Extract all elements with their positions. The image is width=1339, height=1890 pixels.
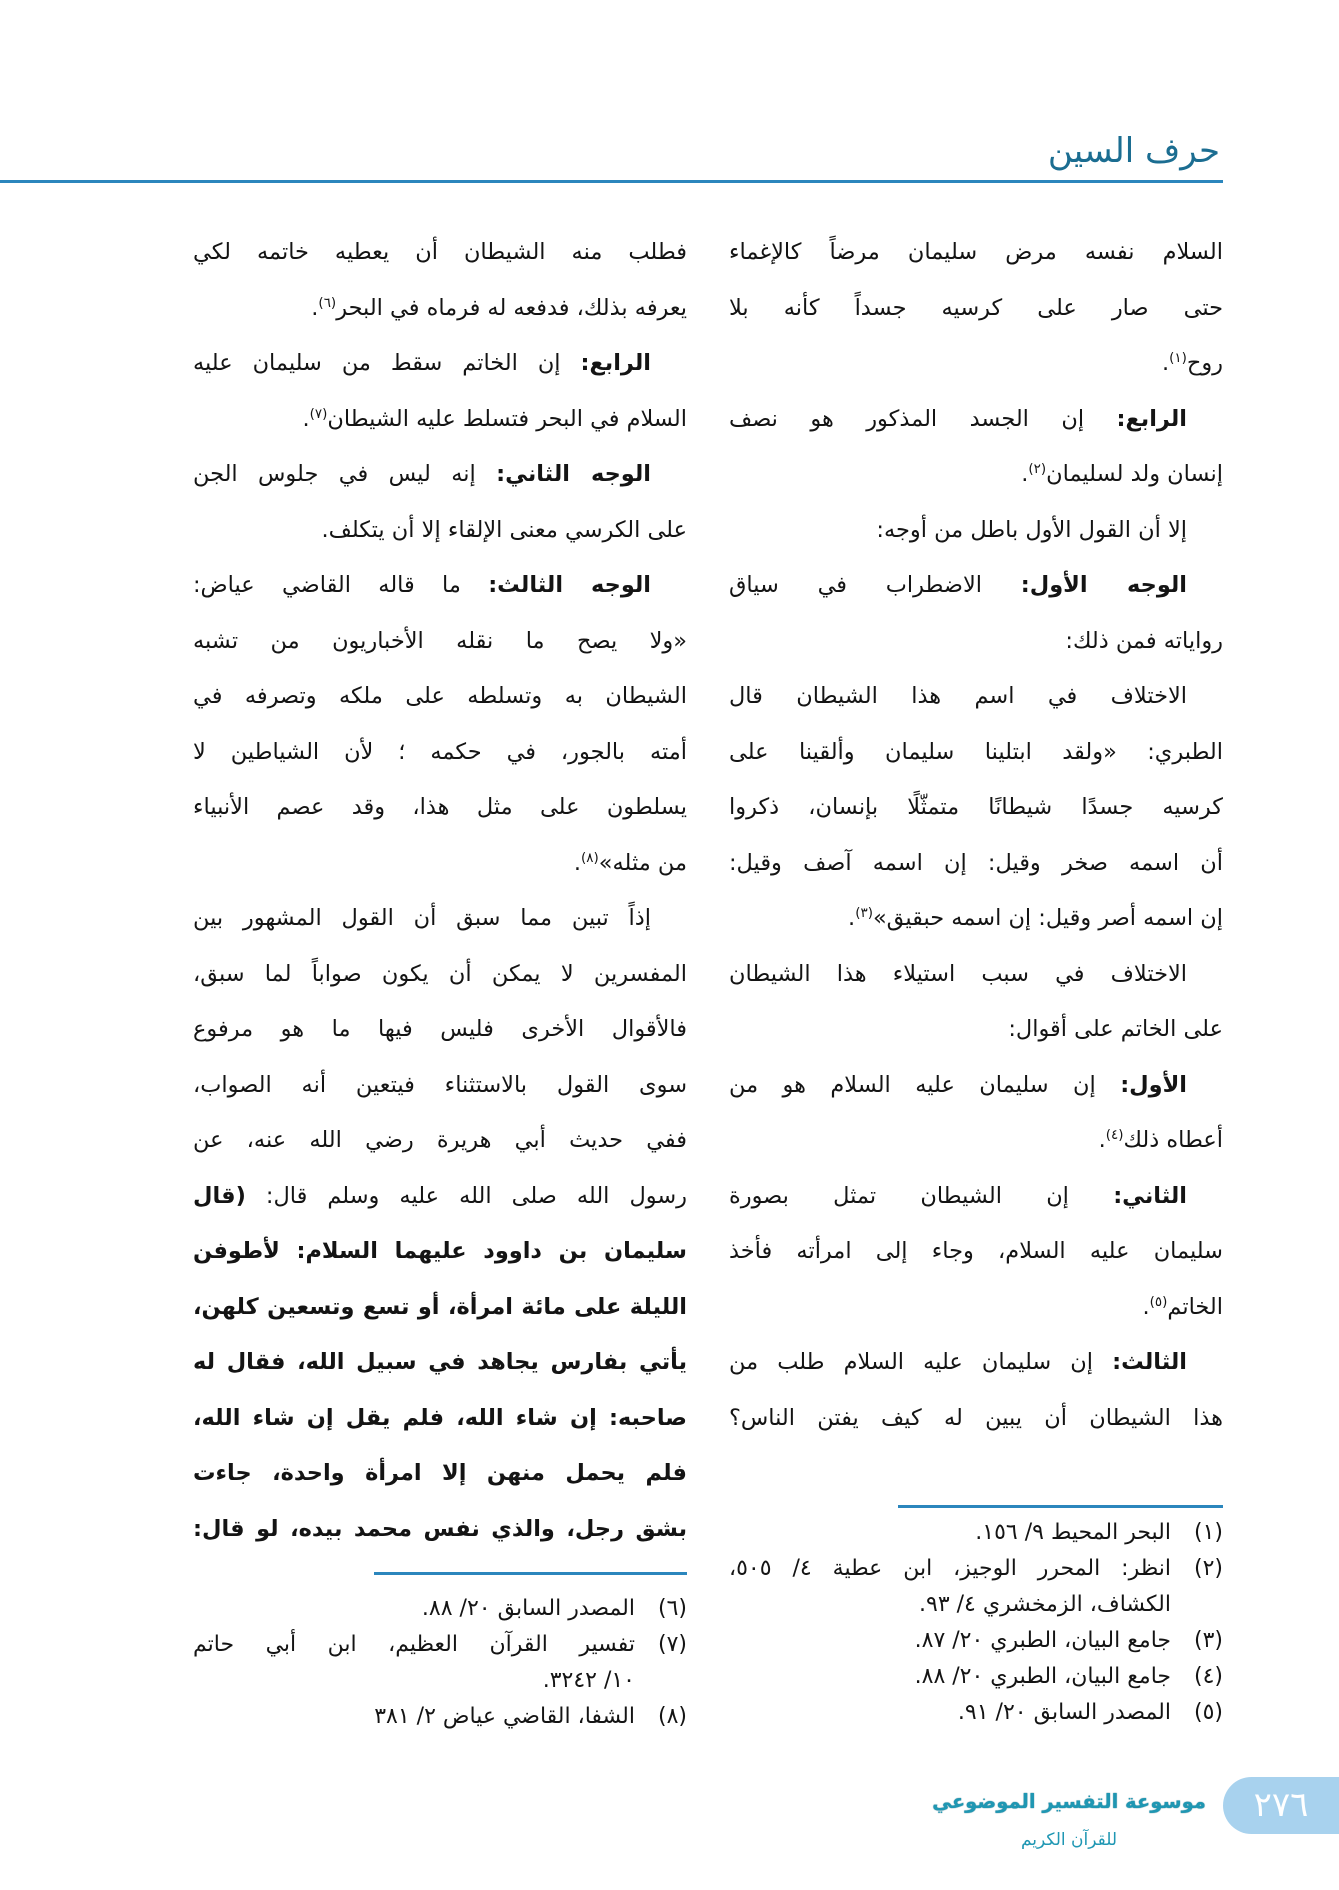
line-text: سوى القول بالاستثناء فيتعين أنه الصواب، [193, 1071, 687, 1098]
line-text: إن سليمان عليه السلام هو من [729, 1071, 1096, 1098]
text-line [729, 225, 1223, 281]
page-number-badge [1223, 1777, 1339, 1834]
footnote-ref: (٨) [581, 849, 599, 866]
hadith-text: فلم يحمل منهن إلا امرأة واحدة، جاءت [193, 1460, 687, 1486]
footnote-number: (٤) [1193, 1664, 1223, 1689]
line-text: فطلب منه الشيطان أن يعطيه خاتمه لكي [193, 239, 687, 265]
line-text: فالأقوال الأخرى فليس فيها ما هو مرفوع [193, 1016, 687, 1042]
bold-label: الثالث: [1112, 1349, 1187, 1375]
hadith-text: الليلة على مائة امرأة، أو تسع وتسعين كلهن، [193, 1293, 687, 1320]
text-line [193, 1058, 687, 1114]
footnote-number: (٦) [657, 1596, 687, 1621]
footnote-text: المصدر السابق ٢٠/ ٩١. [957, 1700, 1171, 1725]
footnotes-right [729, 1515, 1223, 1731]
line-text: حتى صار على كرسيه جسداً كأنه بلا [729, 294, 1223, 321]
bold-label: الوجه الثاني: [496, 461, 651, 487]
hadith-text: سليمان بن داوود عليهما السلام: لأطوفن [193, 1238, 687, 1264]
logo-title: موسوعة التفسير الموضوعي [932, 1790, 1206, 1813]
line-text: إن الخاتم سقط من سليمان عليه [193, 350, 561, 376]
bold-label: الرابع: [1116, 405, 1187, 432]
footnote-ref: (١) [1169, 349, 1187, 366]
footnote [193, 1627, 687, 1663]
text-line [193, 1002, 687, 1058]
hadith-text: يأتي بفارس يجاهد في سبيل الله، فقال له [193, 1349, 687, 1375]
text-line [193, 780, 687, 836]
line-text: من مثله» [598, 849, 687, 876]
footnote-ref: (٧) [309, 405, 328, 422]
line-text: إذاً تبين مما سبق أن القول المشهور بين [193, 905, 651, 931]
text-line [729, 1280, 1223, 1336]
column-left [193, 225, 687, 1557]
logo-subtitle: للقرآن الكريم [1020, 1830, 1118, 1850]
text-line [729, 1391, 1223, 1447]
text-line [193, 447, 687, 503]
text-line [193, 669, 687, 725]
text-line [729, 1113, 1223, 1169]
hadith-text: بشق رجل، والذي نفس محمد بيده، لو قال: [193, 1515, 687, 1542]
line-text: «ولا يصح ما نقله الأخباريون من تشبه [193, 627, 687, 654]
text-line [193, 336, 687, 392]
line-text: يسلطون على مثل هذا، وقد عصم الأنبياء [193, 794, 687, 820]
line-text: كرسيه جسدًا شيطانًا متمثّلًا بإنسان، ذكروا [729, 794, 1223, 820]
text-line [193, 1113, 687, 1169]
text-line [729, 1002, 1223, 1058]
line-punctuation: . [1161, 350, 1170, 376]
text-line [729, 669, 1223, 725]
footnote-text: جامع البيان، الطبري ٢٠/ ٨٨. [914, 1664, 1171, 1689]
bold-label: الأول: [1120, 1071, 1187, 1098]
text-line [729, 1224, 1223, 1280]
text-line [193, 891, 687, 947]
line-punctuation: . [311, 294, 319, 321]
footnote-number: (٢) [1194, 1556, 1224, 1581]
bold-label: الوجه الثالث: [488, 572, 651, 598]
footnote-number: (٧) [657, 1632, 687, 1657]
footnotes-left [193, 1591, 687, 1735]
footnote-number: (١) [1193, 1520, 1223, 1545]
line-text: إن اسمه أصر وقيل: إن اسمه حبقيق» [872, 905, 1223, 931]
text-line [729, 558, 1223, 614]
text-line [729, 780, 1223, 836]
line-text: إنه ليس في جلوس الجن [193, 461, 476, 487]
footnote-text: الشفا، القاضي عياض ٢/ ٣٨١ [374, 1704, 635, 1729]
text-line [729, 614, 1223, 670]
footnote [193, 1591, 687, 1627]
hadith-start: (قال [193, 1182, 246, 1209]
footnote [729, 1515, 1223, 1551]
line-text: سليمان عليه السلام، وجاء إلى امرأته فأخذ [729, 1238, 1223, 1264]
text-line [193, 392, 687, 448]
footnote-continuation [729, 1587, 1223, 1623]
line-punctuation: . [573, 849, 582, 876]
footnote-ref: (٢) [1028, 460, 1047, 477]
line-text: رواياته فمن ذلك: [1065, 627, 1223, 654]
footnote [193, 1699, 687, 1735]
footnote-ref: (٦) [318, 294, 337, 311]
footnote [729, 1659, 1223, 1695]
footnote-continuation [193, 1663, 687, 1699]
text-line [729, 947, 1223, 1003]
footnote-ref: (٤) [1105, 1126, 1124, 1143]
footnote-text: المصدر السابق ٢٠/ ٨٨. [421, 1596, 635, 1621]
footnote-rule [898, 1505, 1223, 1508]
text-line [729, 336, 1223, 392]
hadith-line [193, 1335, 687, 1391]
line-text: الطبري: «ولقد ابتلينا سليمان وألقينا على [729, 738, 1223, 765]
line-text: السلام في البحر فتسلط عليه الشيطان [327, 405, 687, 432]
line-text: إن سليمان عليه السلام طلب من [729, 1349, 1094, 1375]
footnote [729, 1551, 1223, 1587]
line-text: الشيطان به وتسلطه على ملكه وتصرفه في [193, 683, 687, 709]
text-line [729, 447, 1223, 503]
footnote-number: (٥) [1193, 1700, 1223, 1725]
text-line [193, 503, 687, 559]
text-line [729, 891, 1223, 947]
footnote-number: (٨) [657, 1704, 687, 1729]
line-text: الاختلاف في سبب استيلاء هذا الشيطان [729, 960, 1187, 987]
hadith-line [193, 1446, 687, 1502]
line-text: أن اسمه صخر وقيل: إن اسمه آصف وقيل: [729, 849, 1223, 876]
text-line [193, 558, 687, 614]
footnote-text: انظر: المحرر الوجيز، ابن عطية ٤/ ٥٠٥، [729, 1556, 1172, 1581]
footnote [729, 1623, 1223, 1659]
line-text: ففي حديث أبي هريرة رضي الله عنه، عن [193, 1127, 687, 1153]
text-line [193, 614, 687, 670]
line-text: على الكرسي معنى الإلقاء إلا أن يتكلف. [321, 516, 687, 543]
text-line [193, 225, 687, 281]
footnote-text: البحر المحيط ٩/ ١٥٦. [975, 1520, 1171, 1545]
line-text: روح [1186, 350, 1223, 376]
text-line [193, 947, 687, 1003]
text-line [729, 281, 1223, 337]
line-text: السلام نفسه مرض سليمان مرضاً كالإغماء [729, 239, 1223, 265]
text-line [193, 836, 687, 892]
footnote [729, 1695, 1223, 1731]
text-line [729, 392, 1223, 448]
line-text: على الخاتم على أقوال: [1008, 1016, 1223, 1042]
encyclopedia-logo [930, 1776, 1208, 1858]
line-text: الاضطراب في سياق [729, 572, 983, 598]
line-punctuation: . [848, 905, 856, 931]
text-line [193, 1169, 687, 1225]
text-line [729, 836, 1223, 892]
bold-label: الرابع: [580, 350, 651, 376]
line-punctuation: . [1142, 1293, 1150, 1320]
text-line [729, 1335, 1223, 1391]
hadith-line [193, 1224, 687, 1280]
hadith-line [193, 1280, 687, 1336]
footnote-text: جامع البيان، الطبري ٢٠/ ٨٧. [914, 1628, 1171, 1653]
line-text: أعطاه ذلك [1123, 1127, 1223, 1153]
footnote-text: الكشاف، الزمخشري ٤/ ٩٣. [919, 1592, 1171, 1617]
line-text: إن الجسد المذكور هو نصف [729, 405, 1085, 432]
line-text: يعرفه بذلك، فدفعه له فرماه في البحر [336, 294, 687, 321]
line-text: إلا أن القول الأول باطل من أوجه: [876, 516, 1187, 543]
header-rule [0, 180, 1223, 183]
hadith-line [193, 1502, 687, 1558]
text-line [729, 1058, 1223, 1114]
column-right [729, 225, 1223, 1446]
page-number: ٢٧٦ [1253, 1785, 1309, 1825]
line-text: المفسرين لا يمكن أن يكون صواباً لما سبق، [193, 960, 687, 987]
line-text: إن الشيطان تمثل بصورة [729, 1182, 1069, 1209]
footnote-number: (٣) [1193, 1628, 1223, 1653]
line-text: إنسان ولد لسليمان [1046, 461, 1223, 487]
text-line [193, 281, 687, 337]
line-punctuation: . [1098, 1127, 1106, 1153]
line-punctuation: . [302, 405, 310, 432]
footnote-ref: (٥) [1149, 1293, 1168, 1310]
footnote-rule [374, 1572, 687, 1575]
footnote-text: تفسير القرآن العظيم، ابن أبي حاتم [193, 1632, 635, 1657]
text-line [729, 503, 1223, 559]
hadith-text: صاحبه: إن شاء الله، فلم يقل إن شاء الله، [193, 1404, 687, 1431]
bold-label: الثاني: [1113, 1182, 1187, 1209]
line-text: رسول الله صلى الله عليه وسلم قال: [265, 1182, 687, 1209]
text-line [193, 725, 687, 781]
chapter-title: حرف السين [1047, 131, 1220, 171]
footnote-ref: (٣) [855, 904, 873, 921]
footnote-text: ١٠/ ٣٢٤٢. [542, 1668, 635, 1693]
text-line [729, 725, 1223, 781]
line-text: هذا الشيطان أن يبين له كيف يفتن الناس؟ [729, 1404, 1223, 1431]
hadith-line [193, 1391, 687, 1447]
text-line [729, 1169, 1223, 1225]
bold-label: الوجه الأول: [1020, 572, 1187, 598]
line-text: الخاتم [1167, 1293, 1223, 1320]
line-text: أمته بالجور، في حكمه ؛ لأن الشياطين لا [193, 738, 687, 765]
line-punctuation: . [1021, 461, 1029, 487]
line-text: الاختلاف في اسم هذا الشيطان قال [729, 683, 1187, 709]
line-text: ما قاله القاضي عياض: [193, 572, 461, 598]
